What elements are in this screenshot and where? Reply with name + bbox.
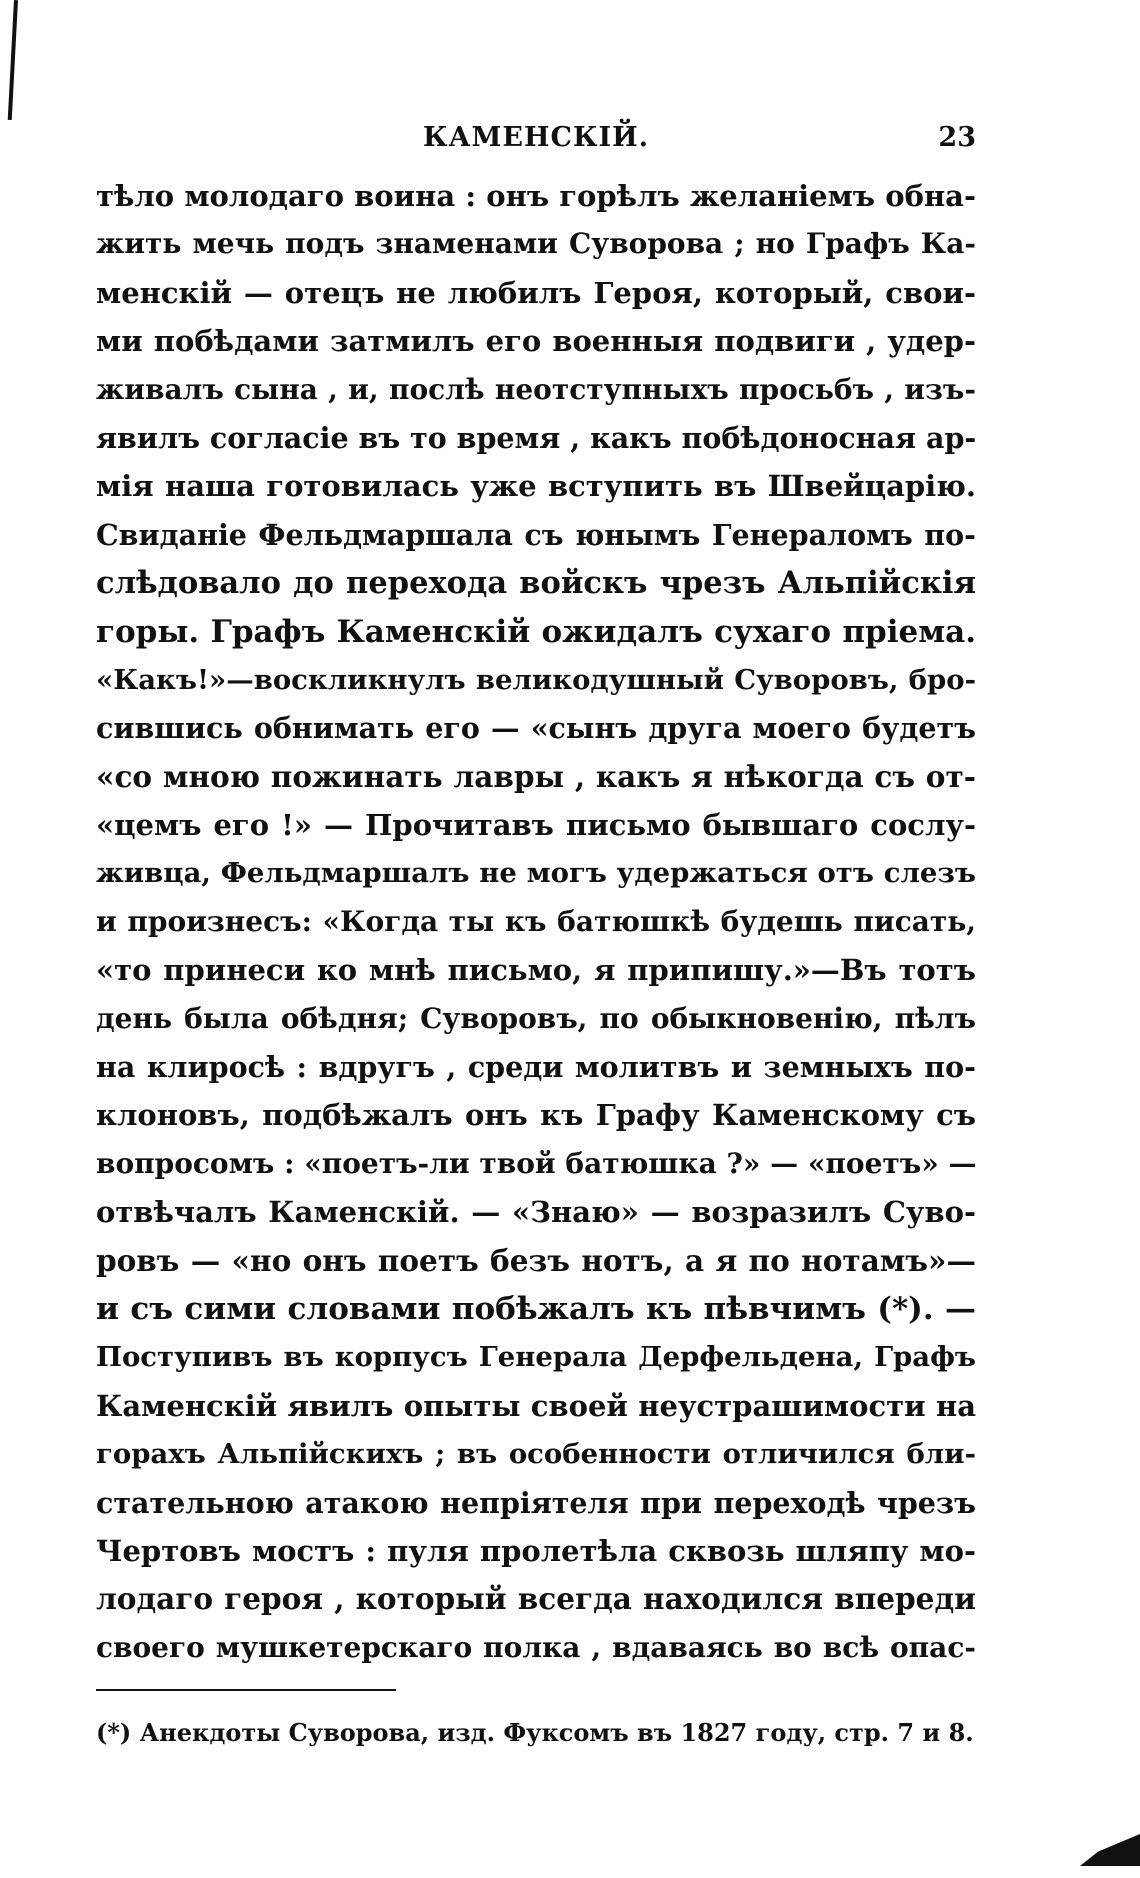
- text-line: и съ сими словами побѣжалъ къ пѣвчимъ (*). —: [96, 1290, 976, 1327]
- text-line: отвѣчалъ Каменскій. — «Знаю» — возразилъ Суво-: [96, 1195, 976, 1230]
- text-line: «со мною пожинать лавры , какъ я нѣкогда съ от-: [96, 758, 976, 794]
- text-line: горахъ Альпійскихъ ; въ особенности отличился бли-: [96, 1438, 976, 1471]
- text-line: Каменскій явилъ опыты своей неустрашимости на: [96, 1388, 976, 1423]
- text-line: Поступивъ въ корпусъ Генерала Дерфельдена, Графъ: [96, 1341, 976, 1374]
- text-line: горы. Графъ Каменскій ожидалъ сухаго пріема.: [96, 613, 976, 650]
- text-line: стательною атакою непріятеля при переходѣ чрезъ: [96, 1485, 976, 1520]
- corner-scan-mark: [1080, 1834, 1140, 1866]
- text-line: слѣдовало до перехода войскъ чрезъ Альпійскія: [96, 565, 976, 602]
- text-line: «Какъ!»—воскликнулъ великодушный Суворовъ, бро-: [96, 663, 976, 696]
- text-line: на клиросѣ : вдругъ , среди молитвъ и земныхъ по-: [96, 1050, 976, 1085]
- text-line: ми побѣдами затмилъ его военныя подвиги , удер-: [96, 324, 976, 359]
- text-line: Чертовъ мостъ : пуля пролетѣла сквозь шляпу мо-: [96, 1533, 976, 1568]
- text-line: сившись обнимать его — «сынъ друга моего будетъ: [96, 711, 976, 746]
- text-line: своего мушкетерскаго полка , вдаваясь во всѣ опас-: [96, 1630, 976, 1664]
- text-line: «то принеси ко мнѣ письмо, я припишу.»—Въ тотъ: [96, 953, 976, 988]
- text-line: живалъ сына , и, послѣ неотступныхъ просьбъ , изъ-: [96, 372, 976, 406]
- text-line: и произнесъ: «Когда ты къ батюшкѣ будешь писать,: [96, 904, 976, 938]
- text-line: вопросомъ : «поетъ-ли твой батюшка ?» — «поетъ» —: [96, 1146, 976, 1180]
- text-line: менскій — отецъ не любилъ Героя, который, свои-: [96, 275, 976, 310]
- text-line: лодаго героя , который всегда находился впереди: [96, 1581, 976, 1617]
- text-line: день была обѣдня; Суворовъ, по обыкновенію, пѣлъ: [96, 1001, 976, 1035]
- body-text: [96, 172, 976, 1672]
- text-line: мія наша готовилась уже вступить въ Швейцарію.: [96, 469, 976, 504]
- footnote-rule: [96, 1689, 396, 1691]
- text-line: жить мечь подъ знаменами Суворова ; но Графъ Ка-: [96, 227, 976, 261]
- text-line: Свиданіе Фельдмаршала съ юнымъ Генераломъ по-: [96, 517, 976, 552]
- page-header: [96, 118, 976, 158]
- text-line: клоновъ, подбѣжалъ онъ къ Графу Каменскому съ: [96, 1098, 976, 1133]
- scan-edge-mark: [8, 0, 18, 120]
- text-line: тѣло молодаго воина : онъ горѣлъ желаніемъ обна-: [96, 179, 976, 213]
- running-head: КАМЕНСКІЙ.: [422, 122, 650, 153]
- text-line: живца, Фельдмаршалъ не могъ удержаться отъ слезъ: [96, 857, 976, 890]
- text-line: «цемъ его !» — Прочитавъ письмо бывшаго сослу-: [96, 808, 976, 843]
- text-line: ровъ — «но онъ поетъ безъ нотъ, а я по нотамъ»—: [96, 1242, 976, 1278]
- text-line: явилъ согласіе въ то время , какъ побѣдоносная ар-: [96, 420, 976, 455]
- page-number: 23: [938, 122, 976, 153]
- footnote: (*) Анекдоты Суворова, изд. Фуксомъ въ 1827 году, стр. 7 и 8.: [96, 1718, 974, 1747]
